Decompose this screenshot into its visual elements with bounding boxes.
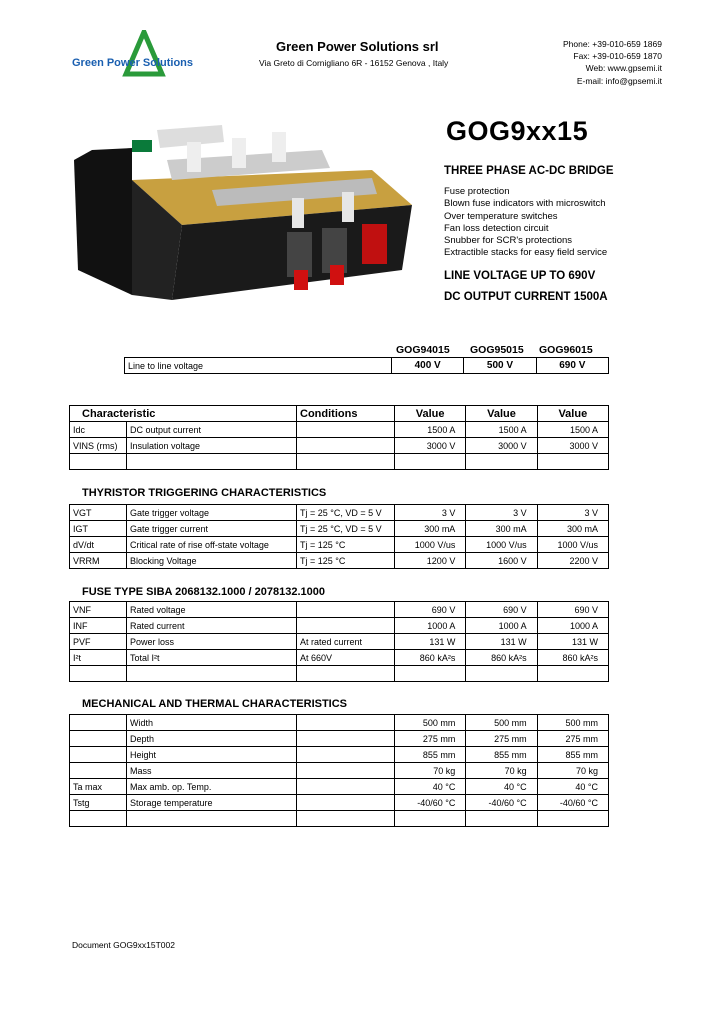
col-header: Value bbox=[395, 406, 466, 422]
line-voltage-value: 500 V bbox=[464, 358, 536, 374]
line-voltage-label: Line to line voltage bbox=[125, 358, 392, 374]
thyristor-section-title: THYRISTOR TRIGGERING CHARACTERISTICS bbox=[82, 487, 327, 499]
table-row bbox=[70, 747, 609, 763]
symbol-cell: I²t bbox=[70, 650, 127, 666]
table-row bbox=[70, 602, 609, 618]
value-cell: 40 °C bbox=[395, 779, 466, 795]
symbol-cell: dV/dt bbox=[70, 537, 127, 553]
symbol-cell: INF bbox=[70, 618, 127, 634]
value-cell: 1200 V bbox=[395, 553, 466, 569]
condition-cell bbox=[297, 438, 395, 454]
mechanical-section-title: MECHANICAL AND THERMAL CHARACTERISTICS bbox=[82, 698, 348, 710]
value-cell: 1000 V/us bbox=[466, 537, 537, 553]
value-cell: 855 mm bbox=[395, 747, 466, 763]
col-header: Value bbox=[466, 406, 537, 422]
table-row bbox=[70, 795, 609, 811]
feature-item: Extractible stacks for easy field service bbox=[444, 247, 608, 259]
model-gog94015: GOG94015 bbox=[396, 344, 450, 356]
feature-item: Blown fuse indicators with microswitch bbox=[444, 198, 606, 210]
condition-cell: Tj = 125 °C bbox=[297, 553, 395, 569]
condition-cell bbox=[297, 795, 395, 811]
condition-cell: Tj = 125 °C bbox=[297, 537, 395, 553]
condition-cell bbox=[297, 666, 395, 682]
condition-cell bbox=[297, 422, 395, 438]
value-cell: 131 W bbox=[395, 634, 466, 650]
condition-cell bbox=[297, 763, 395, 779]
table-row bbox=[70, 553, 609, 569]
value-cell: 500 mm bbox=[537, 715, 608, 731]
value-cell: 690 V bbox=[537, 602, 608, 618]
value-cell: 3 V bbox=[395, 505, 466, 521]
contact-fax: Fax: +39-010-659 1870 bbox=[573, 51, 662, 61]
col-header: Characteristic bbox=[70, 406, 297, 422]
condition-cell bbox=[297, 747, 395, 763]
col-header: Value bbox=[537, 406, 608, 422]
logo-text: Green Power Solutions bbox=[72, 57, 194, 69]
value-cell: 1600 V bbox=[466, 553, 537, 569]
value-cell bbox=[537, 666, 608, 682]
param-cell: Power loss bbox=[127, 634, 297, 650]
param-cell: Rated voltage bbox=[127, 602, 297, 618]
value-cell: 70 kg bbox=[395, 763, 466, 779]
feature-item: Fuse protection bbox=[444, 186, 510, 197]
col-header: Conditions bbox=[297, 406, 395, 422]
line-voltage-value: 400 V bbox=[392, 358, 464, 374]
param-cell: Rated current bbox=[127, 618, 297, 634]
table-row bbox=[70, 618, 609, 634]
param-cell: Max amb. op. Temp. bbox=[127, 779, 297, 795]
condition-cell bbox=[297, 811, 395, 827]
value-cell: 70 kg bbox=[537, 763, 608, 779]
symbol-cell: Idc bbox=[70, 422, 127, 438]
thyristor-table bbox=[69, 504, 609, 569]
line-voltage-spec: LINE VOLTAGE UP TO 690V bbox=[444, 270, 596, 282]
param-cell: Width bbox=[127, 715, 297, 731]
value-cell: 1500 A bbox=[537, 422, 608, 438]
value-cell: 860 kA²s bbox=[395, 650, 466, 666]
product-photo bbox=[72, 120, 417, 305]
line-voltage-table bbox=[124, 357, 609, 374]
table-row bbox=[70, 650, 609, 666]
value-cell: 131 W bbox=[537, 634, 608, 650]
table-row bbox=[70, 715, 609, 731]
feature-list bbox=[444, 186, 607, 260]
table-row bbox=[70, 634, 609, 650]
symbol-cell: VGT bbox=[70, 505, 127, 521]
param-cell bbox=[127, 811, 297, 827]
value-cell: 300 mA bbox=[395, 521, 466, 537]
table-row bbox=[70, 811, 609, 827]
param-cell: Gate trigger current bbox=[127, 521, 297, 537]
company-name: Green Power Solutions srl bbox=[276, 39, 439, 54]
contact-web[interactable]: Web: www.gpsemi.it bbox=[585, 63, 662, 73]
value-cell: 3000 V bbox=[466, 438, 537, 454]
symbol-cell bbox=[70, 763, 127, 779]
value-cell: 300 mA bbox=[537, 521, 608, 537]
param-cell: Mass bbox=[127, 763, 297, 779]
symbol-cell bbox=[70, 747, 127, 763]
company-address: Via Greto di Cornigliano 6R - 16152 Genova , Italy bbox=[259, 58, 449, 68]
param-cell: Blocking Voltage bbox=[127, 553, 297, 569]
feature-item: Snubber for SCR's protections bbox=[444, 235, 573, 247]
value-cell bbox=[395, 811, 466, 827]
param-cell: Gate trigger voltage bbox=[127, 505, 297, 521]
table-row bbox=[70, 521, 609, 537]
value-cell: 855 mm bbox=[466, 747, 537, 763]
condition-cell bbox=[297, 618, 395, 634]
contact-phone: Phone: +39-010-659 1869 bbox=[562, 39, 662, 49]
value-cell bbox=[466, 811, 537, 827]
feature-item: Fan loss detection circuit bbox=[444, 222, 549, 234]
symbol-cell: PVF bbox=[70, 634, 127, 650]
company-logo bbox=[62, 30, 222, 80]
value-cell: 40 °C bbox=[537, 779, 608, 795]
table-row bbox=[70, 763, 609, 779]
symbol-cell: Tstg bbox=[70, 795, 127, 811]
symbol-cell bbox=[70, 666, 127, 682]
fuse-table bbox=[69, 601, 609, 682]
param-cell: Height bbox=[127, 747, 297, 763]
value-cell: 860 kA²s bbox=[466, 650, 537, 666]
symbol-cell bbox=[70, 731, 127, 747]
model-gog95015: GOG95015 bbox=[470, 344, 524, 356]
param-cell: Critical rate of rise off-state voltage bbox=[127, 537, 297, 553]
condition-cell bbox=[297, 731, 395, 747]
value-cell: 1000 A bbox=[466, 618, 537, 634]
symbol-cell: IGT bbox=[70, 521, 127, 537]
value-cell bbox=[395, 666, 466, 682]
value-cell: 275 mm bbox=[466, 731, 537, 747]
product-title: GOG9xx15 bbox=[446, 116, 589, 146]
value-cell: 3 V bbox=[537, 505, 608, 521]
param-cell: DC output current bbox=[127, 422, 297, 438]
value-cell: 1000 A bbox=[395, 618, 466, 634]
symbol-cell: VNF bbox=[70, 602, 127, 618]
value-cell: 3 V bbox=[466, 505, 537, 521]
value-cell: 1000 V/us bbox=[395, 537, 466, 553]
dc-current-spec: DC OUTPUT CURRENT 1500A bbox=[444, 291, 608, 303]
condition-cell: Tj = 25 °C, VD = 5 V bbox=[297, 505, 395, 521]
value-cell: 300 mA bbox=[466, 521, 537, 537]
value-cell: 3000 V bbox=[395, 438, 466, 454]
value-cell: 855 mm bbox=[537, 747, 608, 763]
param-cell bbox=[127, 666, 297, 682]
value-cell: 1500 A bbox=[466, 422, 537, 438]
value-cell: 690 V bbox=[466, 602, 537, 618]
symbol-cell: Ta max bbox=[70, 779, 127, 795]
value-cell: 70 kg bbox=[466, 763, 537, 779]
value-cell: 690 V bbox=[395, 602, 466, 618]
value-cell: -40/60 °C bbox=[466, 795, 537, 811]
value-cell: 275 mm bbox=[537, 731, 608, 747]
table-row bbox=[70, 422, 609, 438]
value-cell: 275 mm bbox=[395, 731, 466, 747]
value-cell: 860 kA²s bbox=[537, 650, 608, 666]
value-cell: 1000 V/us bbox=[537, 537, 608, 553]
table-row bbox=[70, 779, 609, 795]
condition-cell: At rated current bbox=[297, 634, 395, 650]
condition-cell bbox=[297, 779, 395, 795]
param-cell: Insulation voltage bbox=[127, 438, 297, 454]
value-cell: 131 W bbox=[466, 634, 537, 650]
table-row bbox=[70, 666, 609, 682]
value-cell: 500 mm bbox=[395, 715, 466, 731]
table-row bbox=[70, 454, 609, 470]
param-cell: Depth bbox=[127, 731, 297, 747]
condition-cell bbox=[297, 715, 395, 731]
line-voltage-value: 690 V bbox=[536, 358, 608, 374]
table-row bbox=[70, 537, 609, 553]
table-row bbox=[70, 505, 609, 521]
value-cell: 1000 A bbox=[537, 618, 608, 634]
model-gog96015: GOG96015 bbox=[539, 344, 593, 356]
symbol-cell: VRRM bbox=[70, 553, 127, 569]
symbol-cell: VINS (rms) bbox=[70, 438, 127, 454]
value-cell: 1500 A bbox=[395, 422, 466, 438]
value-cell: 40 °C bbox=[466, 779, 537, 795]
value-cell: 500 mm bbox=[466, 715, 537, 731]
condition-cell bbox=[297, 602, 395, 618]
characteristics-table bbox=[69, 405, 609, 470]
mechanical-table bbox=[69, 714, 609, 827]
value-cell: -40/60 °C bbox=[537, 795, 608, 811]
value-cell: 3000 V bbox=[537, 438, 608, 454]
symbol-cell bbox=[70, 811, 127, 827]
value-cell bbox=[537, 811, 608, 827]
param-cell: Storage temperature bbox=[127, 795, 297, 811]
symbol-cell bbox=[70, 715, 127, 731]
contact-email[interactable]: E-mail: info@gpsemi.it bbox=[576, 76, 662, 86]
feature-item: Over temperature switches bbox=[444, 210, 558, 222]
value-cell: 2200 V bbox=[537, 553, 608, 569]
fuse-section-title: FUSE TYPE SIBA 2068132.1000 / 2078132.1000 bbox=[82, 586, 325, 598]
product-subtitle: THREE PHASE AC-DC BRIDGE bbox=[444, 165, 614, 177]
condition-cell: Tj = 25 °C, VD = 5 V bbox=[297, 521, 395, 537]
condition-cell: At 660V bbox=[297, 650, 395, 666]
param-cell: Total I²t bbox=[127, 650, 297, 666]
document-id: Document GOG9xx15T002 bbox=[72, 940, 175, 950]
value-cell: -40/60 °C bbox=[395, 795, 466, 811]
table-row bbox=[70, 731, 609, 747]
value-cell bbox=[466, 666, 537, 682]
table-row bbox=[70, 438, 609, 454]
